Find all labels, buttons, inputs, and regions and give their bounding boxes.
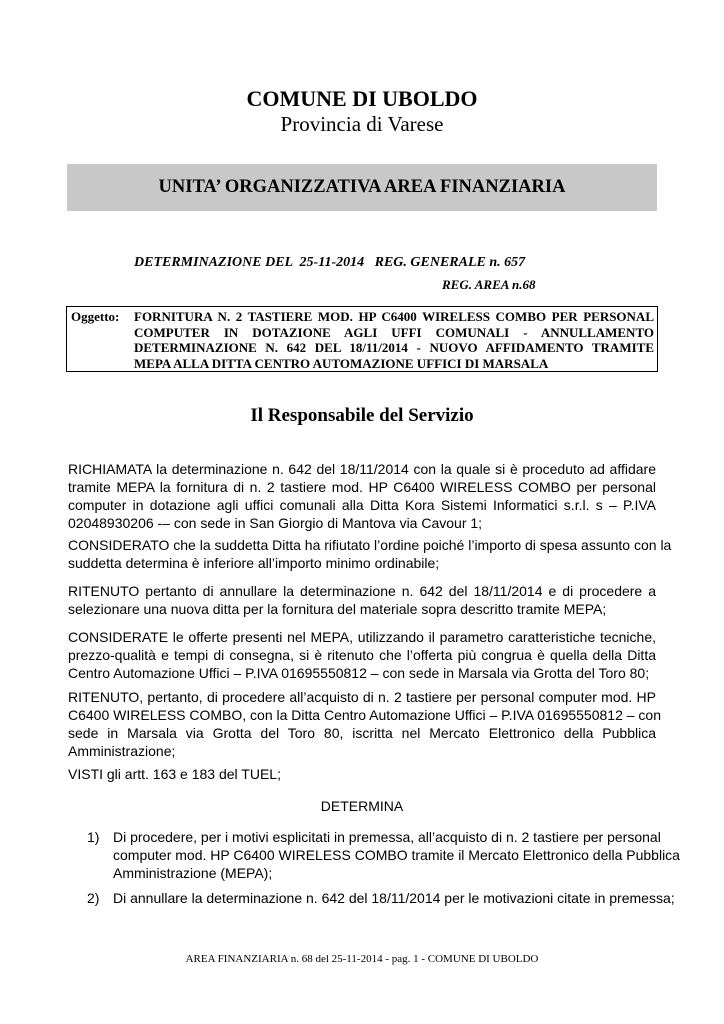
list-item: [87, 828, 680, 884]
list-number: 1): [87, 829, 100, 845]
list-item: [87, 889, 675, 909]
paragraph-line: suddetta determina è inferiore all’importo minimo ordinabile;: [68, 555, 440, 571]
paragraph-line: Amministrazione;: [68, 743, 176, 759]
oggetto-line: DETERMINAZIONE N. 642 DEL 18/11/2014 - NUOVO AFFIDAMENTO TRAMITE: [134, 340, 654, 355]
unit-title: UNITA’ ORGANIZZATIVA AREA FINANZIARIA: [158, 177, 566, 197]
page-footer: AREA FINANZIARIA n. 68 del 25-11-2014 - pag. 1 - COMUNE DI UBOLDO: [185, 953, 539, 965]
paragraph-line: tramite MEPA la fornitura di n. 2 tastiere mod. HP C6400 WIRELESS COMBO per personal: [68, 479, 656, 495]
oggetto-line: COMPUTER IN DOTAZIONE AGLI UFFI COMUNALI - ANNULLAMENTO: [134, 324, 654, 340]
list-line: Di procedere, per i motivi esplicitati in premessa, all’acquisto di n. 2 tastiere per personal: [113, 829, 661, 845]
paragraph-line: sede in Marsala via Grotta del Toro 80, iscritta nel Mercato Elettronico della Pubblica: [68, 725, 656, 741]
province-subtitle: Provincia di Varese: [280, 112, 444, 136]
list-line: computer mod. HP C6400 WIRELESS COMBO tramite il Mercato Elettronico della Pubblica: [113, 847, 680, 863]
paragraph-line: CONSIDERATE le offerte presenti nel MEPA, utilizzando il parametro caratteristiche tecniche,: [68, 629, 656, 645]
paragraph-line: selezionare una nuova ditta per la fornitura del materiale sopra descritto tramite MEPA;: [68, 601, 607, 617]
municipality-title: COMUNE DI UBOLDO: [246, 86, 478, 111]
paragraph-visti: [68, 765, 656, 783]
paragraph-line: C6400 WIRELESS COMBO, con la Ditta Centro Automazione Uffici – P.IVA 01695550812 – con: [68, 707, 661, 723]
paragraph-line: CONSIDERATO che la suddetta Ditta ha rifiutato l’ordine poiché l’importo di spesa assunto con la: [68, 537, 672, 553]
paragraph-line: Centro Automazione Uffici – P.IVA 01695550812 – con sede in Marsala via Grotta del Toro 80;: [68, 665, 650, 681]
paragraph-line: prezzo-qualità e tempi di consegna, si è ritenuto che l’offerta più congrua è quella della Ditta: [68, 647, 656, 663]
oggetto-line: FORNITURA N. 2 TASTIERE MOD. HP C6400 WIRELESS COMBO PER PERSONAL: [134, 309, 654, 324]
paragraph-line: RITENUTO pertanto di annullare la determinazione n. 642 del 18/11/2014 e di procedere a: [68, 583, 656, 599]
paragraph-richiamata: [68, 460, 656, 532]
paragraph-line: VISTI gli artt. 163 e 183 del TUEL;: [68, 766, 281, 782]
paragraph-line: RITENUTO, pertanto, di procedere all’acquisto di n. 2 tastiere per personal computer mod. HP: [68, 689, 656, 705]
determinazione-line: DETERMINAZIONE DEL 25-11-2014 REG. GENERALE n. 657: [134, 255, 526, 270]
determina-heading: DETERMINA: [320, 798, 404, 814]
list-line: Di annullare la determinazione n. 642 del 18/11/2014 per le motivazioni citate in premessa;: [113, 890, 675, 906]
reg-area: REG. AREA n.68: [442, 277, 536, 292]
list-text: [113, 889, 675, 907]
paragraph-considerate: [68, 628, 656, 682]
section-heading: Il Responsabile del Servizio: [250, 405, 474, 426]
oggetto-label: Oggetto:: [71, 309, 120, 324]
paragraph-line: computer in dotazione agli uffici comunali alla Ditta Kora Sistemi Informatici s.r.l. s – P.IVA: [68, 497, 656, 513]
paragraph-line: 02048930206 -– con sede in San Giorgio di Mantova via Cavour 1;: [68, 515, 483, 531]
list-number: 2): [87, 890, 100, 906]
paragraph-ritenuto: [68, 582, 656, 618]
list-line: Amministrazione (MEPA);: [113, 865, 273, 881]
paragraph-considerato: [68, 536, 672, 572]
paragraph-line: RICHIAMATA la determinazione n. 642 del 18/11/2014 con la quale si è proceduto ad affidare: [68, 461, 656, 477]
paragraph-ritenuto-acquisto: [68, 688, 661, 760]
list-text: [113, 828, 680, 882]
oggetto-line: MEPA ALLA DITTA CENTRO AUTOMAZIONE UFFICI DI MARSALA: [134, 355, 549, 371]
oggetto-text: [134, 309, 654, 371]
